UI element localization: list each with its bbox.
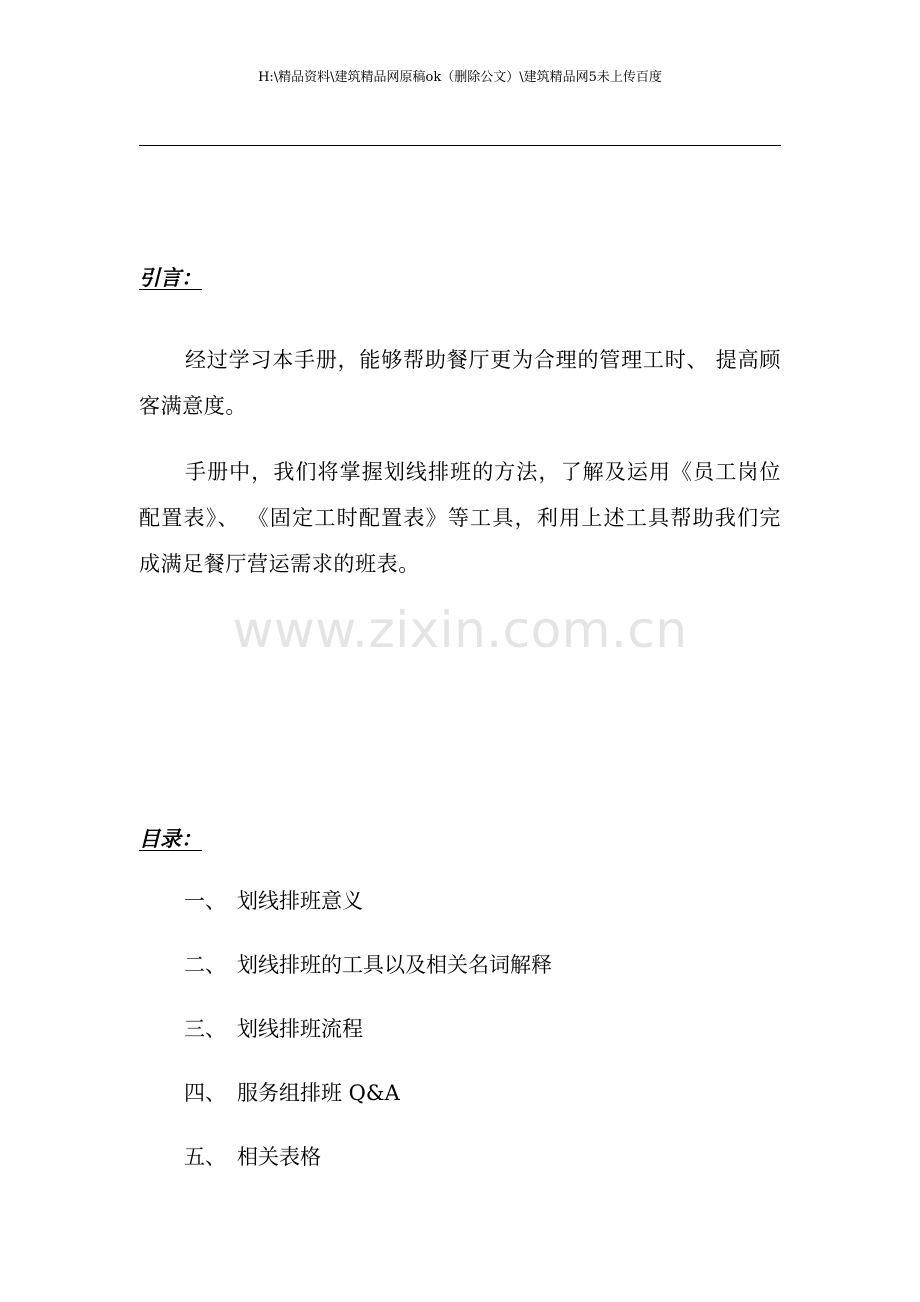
- toc-item-number: 三、: [184, 1017, 226, 1041]
- toc-item-3: [184, 1013, 552, 1077]
- toc-heading: 目录：: [139, 827, 202, 851]
- toc-item-2: [184, 949, 552, 1013]
- header-divider: [139, 145, 781, 146]
- toc-item-number: 二、: [184, 953, 226, 977]
- watermark: www.zixin.com.cn: [232, 601, 688, 659]
- toc-item-1: [184, 885, 552, 949]
- toc-item-text: 划线排班的工具以及相关名词解释: [237, 953, 552, 977]
- toc-item-text: 划线排班意义: [237, 889, 363, 913]
- toc-item-number: 五、: [184, 1145, 226, 1169]
- toc-item-text: 服务组排班 Q&A: [237, 1081, 400, 1105]
- toc-item-text: 划线排班流程: [237, 1017, 363, 1041]
- toc-item-text: 相关表格: [237, 1145, 321, 1169]
- intro-paragraph-2: 手册中，我们将掌握划线排班的方法，了解及运用《员工岗位配置表》、 《固定工时配置表》等工具，利用上述工具帮助我们完成满足餐厅营运需求的班表。: [139, 460, 781, 576]
- toc-list: [184, 885, 552, 1205]
- toc-item-4: [184, 1077, 552, 1141]
- toc-item-number: 四、: [184, 1081, 226, 1105]
- toc-item-number: 一、: [184, 889, 226, 913]
- intro-paragraph-1: 经过学习本手册，能够帮助餐厅更为合理的管理工时、 提高顾客满意度。: [139, 348, 781, 418]
- toc-item-5: [184, 1141, 552, 1205]
- intro-heading: 引言：: [139, 266, 202, 290]
- file-path-header: H:\精品资料\建筑精品网原稿ok（删除公文）\建筑精品网5未上传百度: [258, 70, 662, 85]
